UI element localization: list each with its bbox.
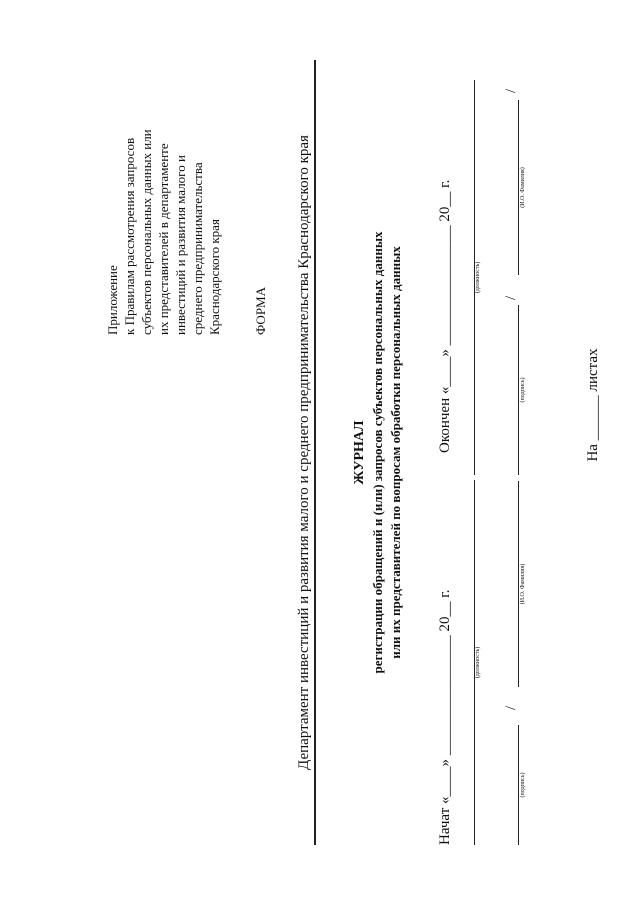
signature-line-right <box>518 305 519 475</box>
signature-line-left <box>518 725 519 845</box>
form-label: ФОРМА <box>253 287 268 335</box>
page-count: На ______ листах <box>585 348 601 462</box>
position-caption-right: (должность) <box>475 261 481 294</box>
signature-caption-left: (подпись) <box>520 772 526 798</box>
appendix-line: Краснодарского края <box>207 219 222 335</box>
appendix-line: субъектов персональных данных или <box>139 129 154 335</box>
journal-subtitle-2: или их представителей по вопросам обработки персональных данных <box>388 246 403 659</box>
separator-slash: / <box>503 88 519 93</box>
department-name: Департамент инвестиций и развития малого и среднего предпринимательства Краснодарского края <box>296 135 312 770</box>
appendix-line: к Правилам рассмотрения запросов <box>122 137 137 335</box>
ended-date: Окончен «____» ________________ 20__ г. <box>437 179 453 453</box>
name-line-left <box>518 481 519 687</box>
journal-title: ЖУРНАЛ <box>352 420 367 485</box>
name-caption-left: (И.О. Фамилия) <box>520 563 526 605</box>
separator-slash: / <box>503 705 519 710</box>
started-date: Начат «____» ________________ 20__ г. <box>437 589 453 845</box>
separator-slash: / <box>503 295 519 300</box>
appendix-block <box>104 35 223 335</box>
appendix-line: Приложение <box>105 265 120 335</box>
name-caption-right: (И.О. Фамилия) <box>520 167 526 208</box>
appendix-line: среднего предпринимательства <box>190 162 205 335</box>
signature-caption-right: (подпись) <box>520 377 526 403</box>
appendix-line: их представителей в департаменте <box>156 143 171 335</box>
position-caption-left: (должность) <box>475 646 481 679</box>
department-underline <box>314 60 316 845</box>
journal-subtitle-1: регистрации обращений и (или) запросов субъектов персональных данных <box>370 231 385 674</box>
name-line-right <box>518 100 519 275</box>
appendix-line: инвестиций и развития малого и <box>173 155 188 335</box>
